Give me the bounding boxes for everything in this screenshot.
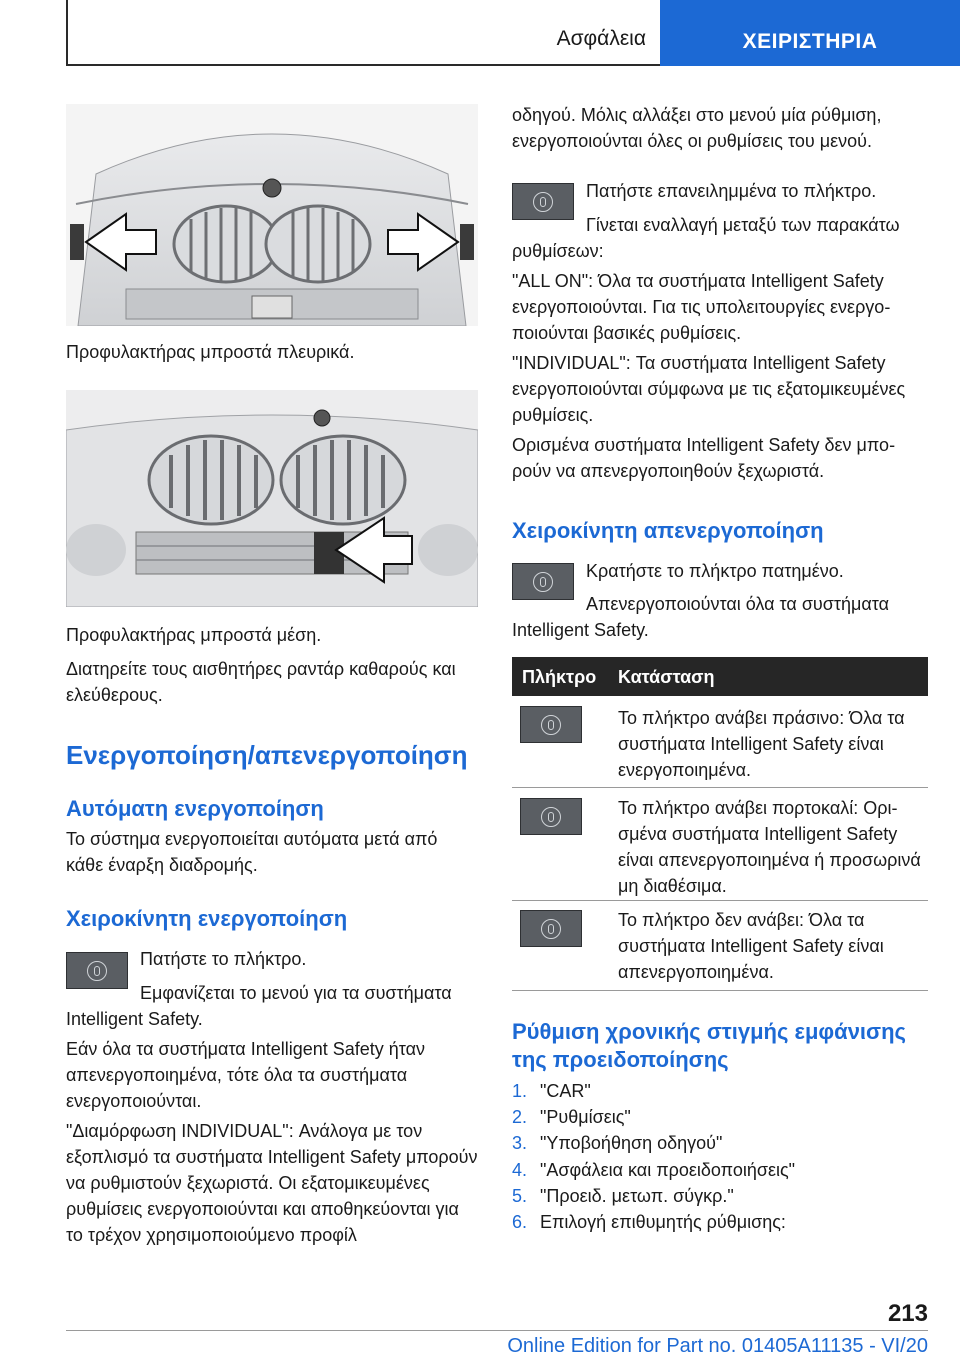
deactivated-text: Απενεργοποιούνται όλα τα συστήματα Intelligent Safety. — [512, 594, 890, 640]
section-title: Ασφάλεια — [556, 27, 646, 50]
step-text: "Προειδ. μετωπ. σύγκρ." — [540, 1185, 734, 1206]
table-row: Το πλήκτρο ανάβει πορτοκαλί: Ορισμένα συστήματα Intelligent Safety είναι απενεργοποιημένα ή προσωρινά μη διαθέσιμα. — [618, 798, 921, 896]
table-row: Το πλήκτρο ανάβει πράσινο: Όλα τα συστήματα Intelligent Safety είναι ενεργοποιημένα. — [618, 708, 905, 780]
menu-shown-text: Εμφανίζεται το μενού για τα συστήματα Intelligent Safety. — [66, 983, 452, 1029]
table-divider — [512, 787, 928, 788]
step-number: 5. — [512, 1185, 528, 1206]
step-text: "Υποβοήθηση οδηγού" — [540, 1133, 723, 1154]
chapter-tab[interactable]: ΧΕΙΡΙΣΤΗΡΙΑ — [660, 0, 960, 66]
individual-config-text: "Διαμόρφωση INDIVIDUAL": Ανάλογα με τον εξοπλισμό τα συστήματα Intelligent Safety μπορούν να ρυθμιστούν ξεχωριστά. Οι εξατομικευμένες ρυθμίσεις ενεργοποιούνται και αποθηκεύονται για το τρέχον χρησιμοποιούμενο προφίλ — [66, 1121, 478, 1245]
table-row: Το πλήκτρο δεν ανάβει: Όλα τα συστήματα Intelligent Safety είναι απενεργοποιημένα. — [618, 910, 884, 982]
page-number: 213 — [887, 1300, 928, 1327]
press-button-text: Πατήστε το πλήκτρο. — [140, 949, 307, 969]
step-text: Επιλογή επιθυμητής ρύθμισης: — [540, 1212, 786, 1232]
table-col-status: Κατάσταση — [618, 667, 715, 687]
status-table-header — [512, 657, 928, 696]
all-off-text: Εάν όλα τα συστήματα Intelligent Safety ήταν απενεργοποιημένα, τότε όλα τα συστήματα ενεργοποιούνται. — [66, 1039, 426, 1111]
button-icon-green — [520, 706, 582, 743]
individual-text: "INDIVIDUAL": Τα συστήματα Intelligent Safety ενεργοποιούνται σύμφωνα με τις εξατομικευμένες ρυθμίσεις. — [512, 353, 906, 425]
menu-settings-text: οδηγού. Μόλις αλλάξει στο μενού μία ρύθμιση, ενεργοποιούνται όλες οι ρυθμίσεις του μενού. — [512, 105, 882, 151]
step-number: 6. — [512, 1212, 528, 1232]
step-number: 1. — [512, 1081, 528, 1101]
header-frame — [66, 0, 660, 66]
button-icon-off — [520, 910, 582, 947]
button-icon-orange — [520, 798, 582, 835]
caption-front-side: Προφυλακτήρας μπροστά πλευρικά. — [66, 342, 355, 362]
all-on-text: "ALL ON": Όλα τα συστήματα Intelligent Safety ενεργοποιούνται. Για τις υπολειτουργίες ενεργοποιούνται βασικές ρυθμίσεις. — [512, 271, 891, 343]
table-col-button: Πλήκτρο — [522, 667, 597, 687]
heading-activation: Ενεργοποίηση/απενεργοποίηση — [66, 740, 468, 770]
heading-warning-time: Ρύθμιση χρονικής στιγμής εμφάνισης της προειδοποίησης — [512, 1019, 906, 1072]
hold-button-text: Κρατήστε το πλήκτρο πατημένο. — [586, 561, 844, 581]
step-text: "Ασφάλεια και προειδοποιήσεις" — [540, 1159, 796, 1180]
step-number: 2. — [512, 1107, 528, 1128]
toggle-settings-text: Γίνεται εναλλαγή μεταξύ των παρακάτω ρυθμίσεων: — [512, 215, 900, 261]
cannot-disable-text: Ορισμένα συστήματα Intelligent Safety δεν μπορούν να απενεργοποιηθούν ξεχωριστά. — [512, 435, 896, 481]
press-repeat-text: Πατήστε επανειλημμένα το πλήκτρο. — [586, 181, 877, 201]
heading-manual-activation: Χειροκίνητη ενεργοποίηση — [66, 906, 348, 931]
auto-activation-text: Το σύστημα ενεργοποιείται αυτόματα μετά από κάθε έναρξη διαδρομής. — [66, 829, 438, 875]
sensor-note: Διατηρείτε τους αισθητήρες ραντάρ καθαρούς και ελεύθερους. — [66, 659, 456, 705]
table-divider — [512, 990, 928, 991]
heading-manual-deactivation: Χειροκίνητη απενεργοποίηση — [512, 518, 824, 543]
step-text: "Ρυθμίσεις" — [540, 1107, 631, 1128]
heading-auto-activation: Αυτόματη ενεργοποίηση — [66, 796, 324, 821]
caption-front-middle: Προφυλακτήρας μπροστά μέση. — [66, 625, 322, 645]
step-text: "CAR" — [540, 1081, 591, 1101]
footer-divider — [66, 1330, 928, 1331]
car-front-side-image — [66, 104, 478, 326]
step-number: 3. — [512, 1133, 528, 1154]
car-front-middle-image — [66, 390, 478, 607]
edition-text: Online Edition for Part no. 01405A11135 - VI/20 — [507, 1335, 928, 1357]
step-number: 4. — [512, 1159, 528, 1180]
table-divider — [512, 900, 928, 901]
